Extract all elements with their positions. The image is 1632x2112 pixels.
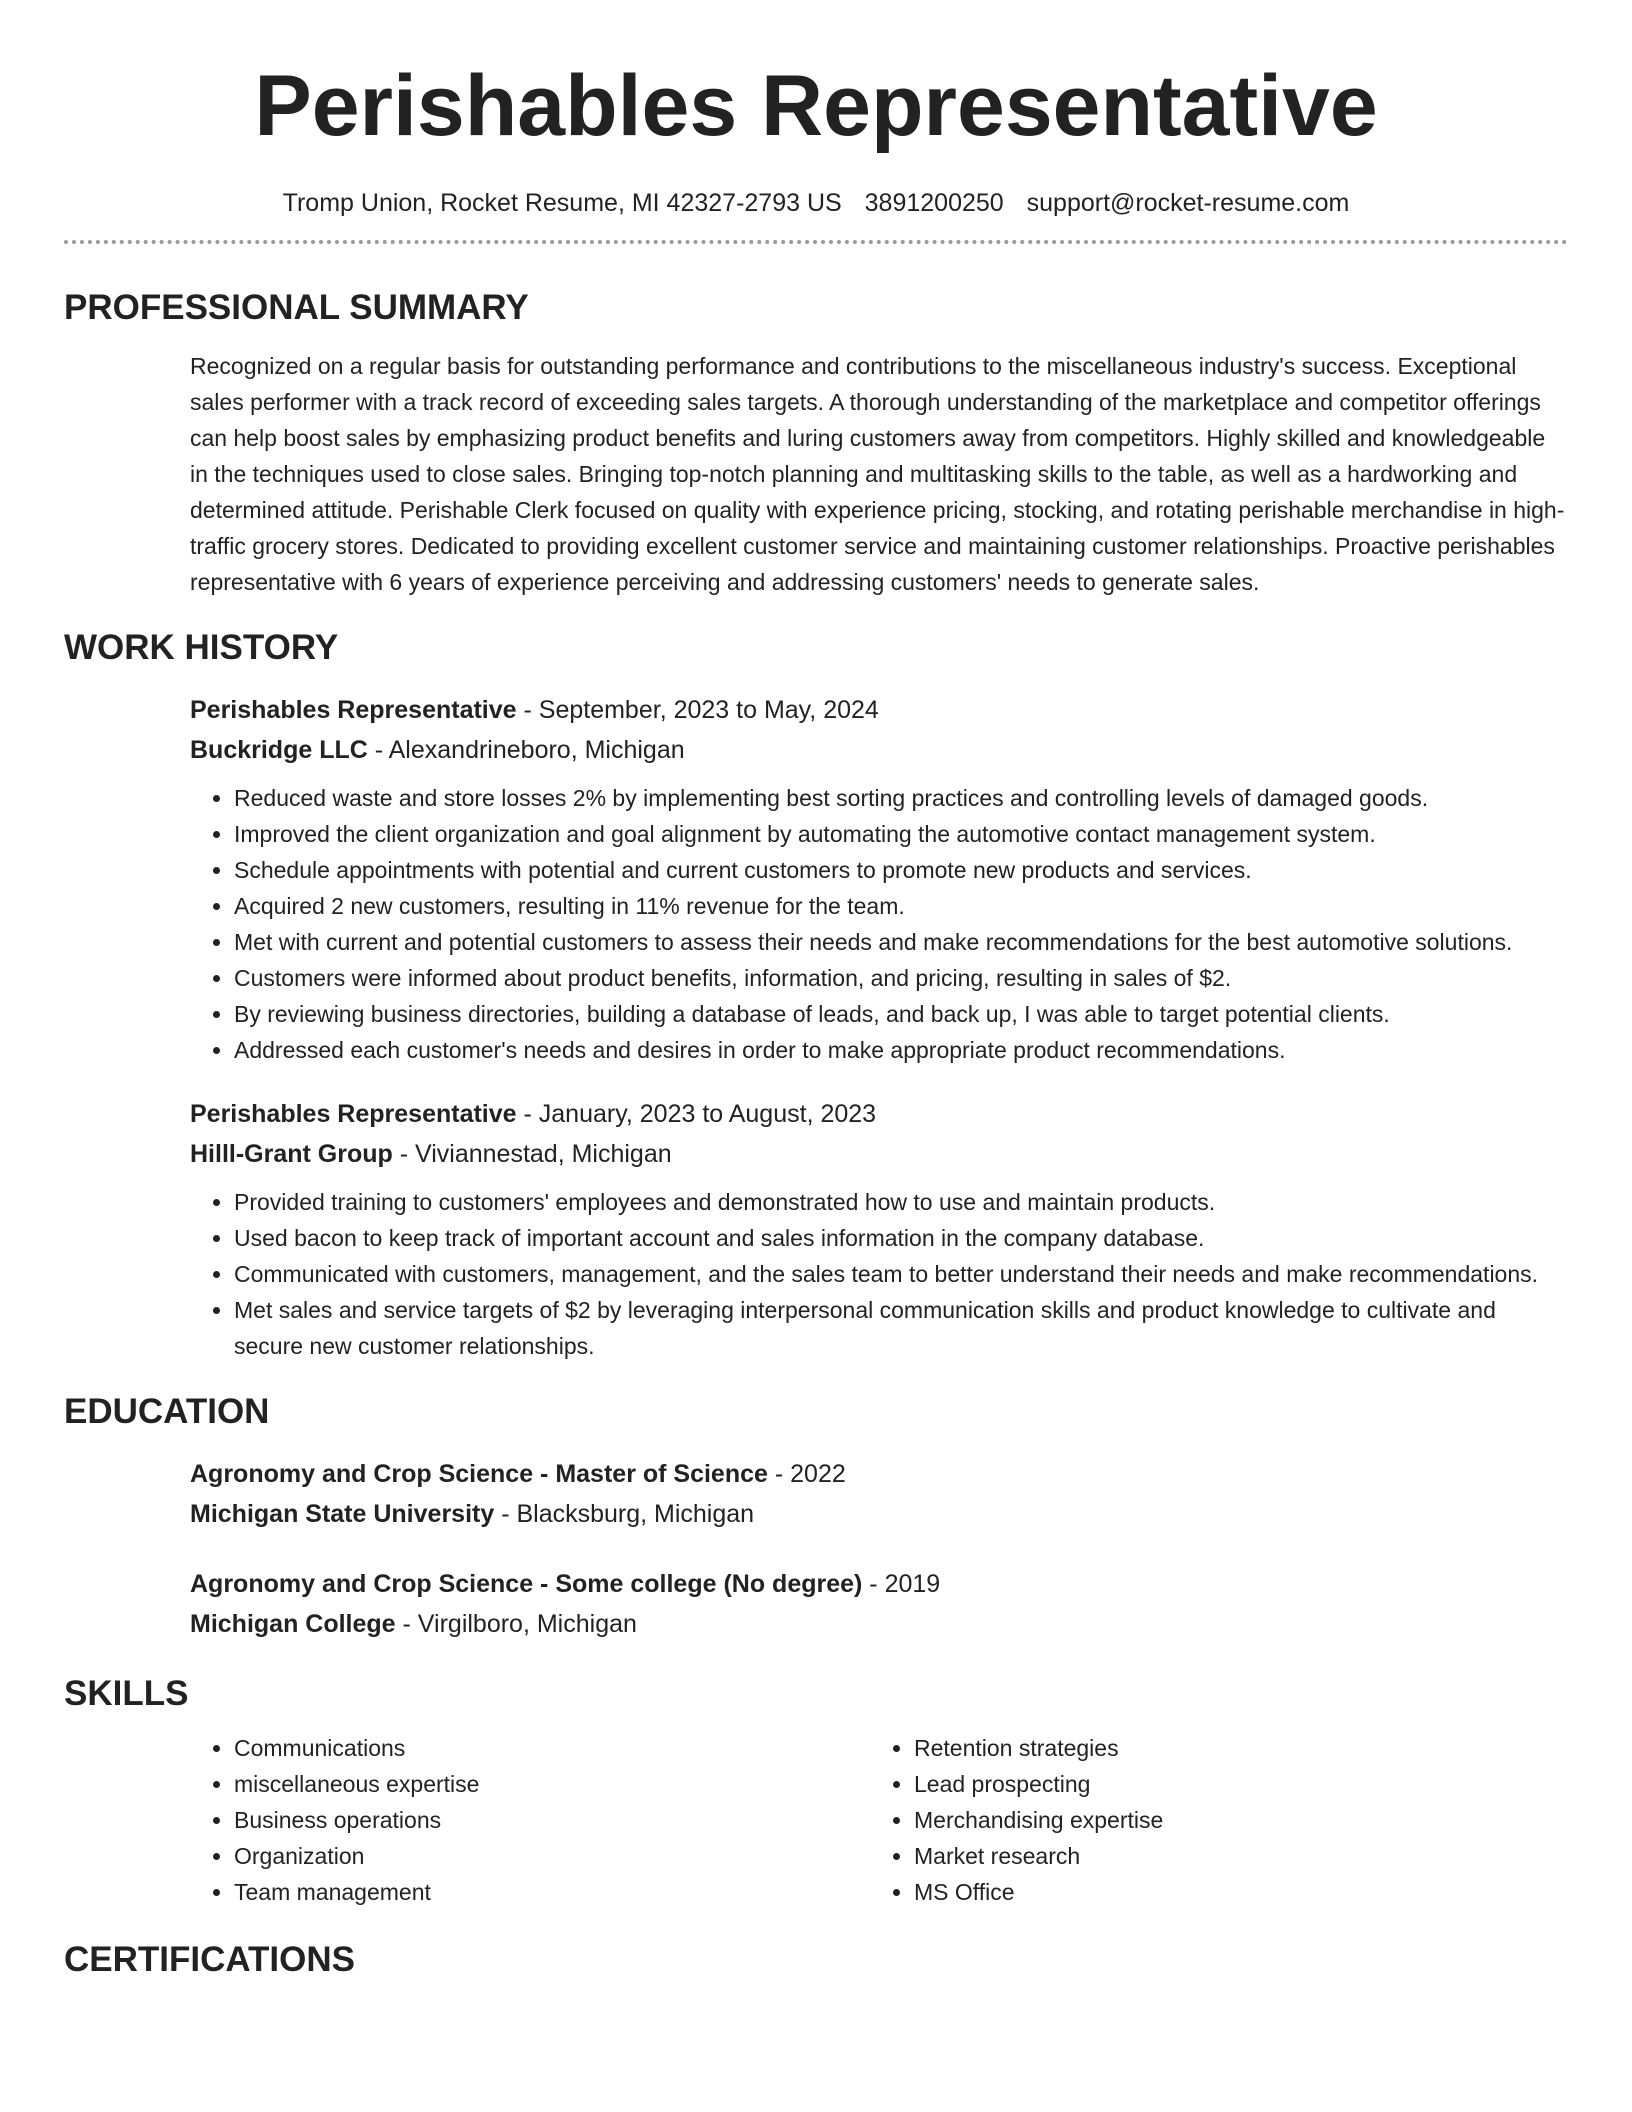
job-entry [190, 1094, 1568, 1364]
list-item: • Communications [234, 1730, 870, 1766]
contact-phone: 3891200250 [864, 189, 1004, 217]
school-line [190, 1604, 1568, 1644]
degree-line [190, 1564, 1568, 1604]
school-location: - Blacksburg, Michigan [494, 1500, 755, 1528]
job-dates: - January, 2023 to August, 2023 [516, 1100, 877, 1128]
list-item: • By reviewing business directories, building a database of leads, and back up, I was able to target potential clients. [234, 996, 1568, 1032]
list-item: • Organization [234, 1838, 870, 1874]
list-item: • Team management [234, 1874, 870, 1910]
job-company-line [190, 730, 1568, 770]
list-item: • Addressed each customer's needs and desires in order to make appropriate product recommendations. [234, 1032, 1568, 1068]
list-item: • Met sales and service targets of $2 by leveraging interpersonal communication skills and product knowledge to cultivate and secure new customer relationships. [234, 1292, 1568, 1364]
list-item: • Acquired 2 new customers, resulting in 11% revenue for the team. [234, 888, 1568, 924]
job-title-line [190, 1094, 1568, 1134]
resume-name: Perishables Representative [254, 58, 1378, 154]
list-item: • Retention strategies [914, 1730, 1550, 1766]
school-location: - Virgilboro, Michigan [395, 1610, 637, 1638]
skills-column-left [190, 1730, 870, 1910]
job-entry [190, 690, 1568, 1068]
degree: Agronomy and Crop Science - Some college (No degree) [190, 1570, 863, 1598]
job-bullets [190, 780, 1568, 1068]
contact-email: support@rocket-resume.com [1026, 189, 1350, 217]
list-item: • miscellaneous expertise [234, 1766, 870, 1802]
school: Michigan State University [190, 1500, 495, 1528]
list-item: • Schedule appointments with potential and current customers to promote new products and services. [234, 852, 1568, 888]
education-entry [190, 1454, 1568, 1534]
degree-year: - 2019 [862, 1570, 941, 1598]
school: Michigan College [190, 1610, 396, 1638]
job-bullets [190, 1184, 1568, 1364]
section-title-summary: PROFESSIONAL SUMMARY [64, 288, 529, 327]
list-item: • MS Office [914, 1874, 1550, 1910]
contact-line [64, 188, 1568, 218]
job-company: Hilll-Grant Group [190, 1140, 393, 1168]
degree: Agronomy and Crop Science - Master of Science [190, 1460, 768, 1488]
list-item: • Communicated with customers, management, and the sales team to better understand their needs and make recommendations. [234, 1256, 1568, 1292]
section-title-education: EDUCATION [64, 1392, 270, 1431]
job-title-line [190, 690, 1568, 730]
summary-text: Recognized on a regular basis for outstanding performance and contributions to the miscellaneous industry's success. Exceptional sales performer with a track record of exceeding sales targets. A thorough understanding of the marketplace and competitor offerings can help boost sales by emphasizing product benefits and luring customers away from competitors. Highly skilled and knowledgeable in the techniques used to close sales. Bringing top-notch planning and multitasking skills to the table, as well as a hardworking and determined attitude. Perishable Clerk focused on quality with experience pricing, stocking, and rotating perishable merchandise in high-traffic grocery stores. Dedicated to providing excellent customer service and maintaining customer relationships. Proactive perishables representative with 6 years of experience perceiving and addressing customers' needs to generate sales. [190, 353, 1565, 595]
skills-column-right [870, 1730, 1550, 1910]
section-title-certifications: CERTIFICATIONS [64, 1940, 356, 1979]
education-entry [190, 1564, 1568, 1644]
list-item: • Lead prospecting [914, 1766, 1550, 1802]
school-line [190, 1494, 1568, 1534]
section-title-work: WORK HISTORY [64, 628, 339, 667]
job-role: Perishables Representative [190, 1100, 517, 1128]
job-dates: - September, 2023 to May, 2024 [516, 696, 879, 724]
header-divider [64, 240, 1568, 244]
job-location: - Viviannestad, Michigan [392, 1140, 672, 1168]
job-company-line [190, 1134, 1568, 1174]
list-item: • Improved the client organization and goal alignment by automating the automotive contact management system. [234, 816, 1568, 852]
list-item: • Merchandising expertise [914, 1802, 1550, 1838]
contact-address: Tromp Union, Rocket Resume, MI 42327-2793 US [282, 189, 842, 217]
degree-year: - 2022 [767, 1460, 846, 1488]
list-item: • Market research [914, 1838, 1550, 1874]
job-role: Perishables Representative [190, 696, 517, 724]
list-item: • Used bacon to keep track of important account and sales information in the company database. [234, 1220, 1568, 1256]
job-location: - Alexandrineboro, Michigan [367, 736, 685, 764]
section-title-skills: SKILLS [64, 1674, 189, 1713]
list-item: • Met with current and potential customers to assess their needs and make recommendations for the best automotive solutions. [234, 924, 1568, 960]
list-item: • Reduced waste and store losses 2% by implementing best sorting practices and controlling levels of damaged goods. [234, 780, 1568, 816]
list-item: • Customers were informed about product benefits, information, and pricing, resulting in sales of $2. [234, 960, 1568, 996]
resume-page [64, 0, 1568, 1980]
list-item: • Provided training to customers' employees and demonstrated how to use and maintain products. [234, 1184, 1568, 1220]
job-company: Buckridge LLC [190, 736, 368, 764]
skills-grid [190, 1730, 1568, 1910]
list-item: • Business operations [234, 1802, 870, 1838]
degree-line [190, 1454, 1568, 1494]
